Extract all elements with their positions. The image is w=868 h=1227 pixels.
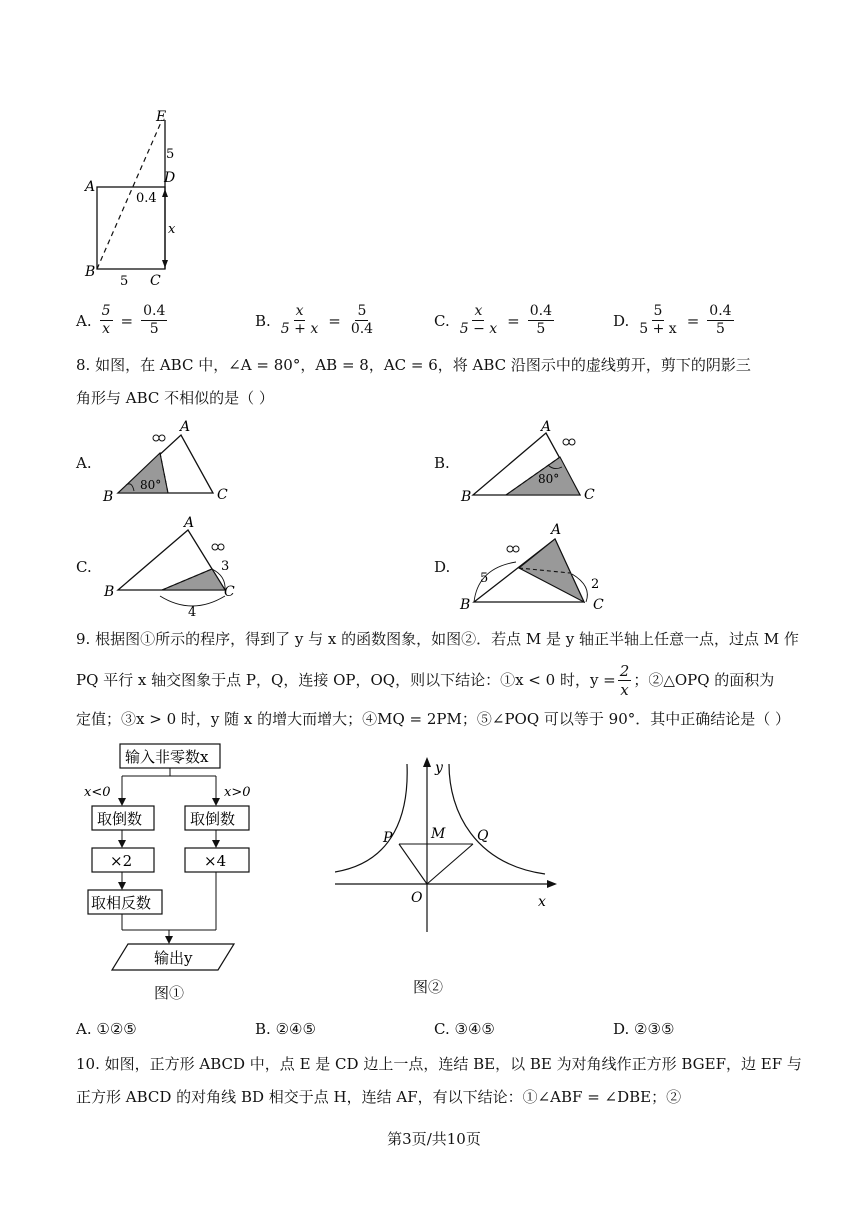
flow-right-cond: x>0 — [224, 785, 251, 800]
graph-label-M: M — [431, 826, 446, 842]
q9-graph — [335, 752, 565, 1002]
flow-right-2: ×4 — [204, 852, 227, 870]
q7-len-AD: 0.4 — [136, 191, 157, 206]
q8b-label-B: B — [461, 489, 472, 505]
q8c-label-B: B — [104, 584, 115, 600]
q7-option-d[interactable]: D. $\frac{5}{5 + x}$ = $\frac{0.4}{5}$ — [613, 303, 732, 337]
q8c-num-1: 3 — [221, 559, 230, 574]
q8a-label-A: A — [180, 419, 191, 435]
q7-len-DC: x — [168, 222, 176, 237]
q7-figure — [80, 105, 200, 290]
q8c-label-C: C — [224, 584, 235, 600]
q7-option-b[interactable]: B. $\frac{x}{5 + x}$ = $\frac{5}{0.4}$ — [255, 303, 374, 337]
q8-option-d-figure[interactable] — [456, 516, 616, 616]
q8b-label-C: C — [584, 487, 595, 503]
q8-option-a-label[interactable]: A. — [76, 454, 92, 472]
q7-label-B: B — [85, 264, 96, 280]
graph-label-Q: Q — [477, 828, 489, 844]
q8-option-b-label[interactable]: B. — [434, 454, 450, 472]
q7-option-c[interactable]: C. $\frac{x}{5 - x}$ = $\frac{0.4}{5}$ — [434, 303, 552, 337]
q9-question-line3: 定值；③x > 0 时，y 随 x 的增大而增大；④MQ = 2PM；⑤∠POQ 可以等于 90°．其中正确结论是（ ） — [76, 710, 791, 728]
q8b-label-A: A — [541, 419, 552, 435]
q9-option-b[interactable]: B. ②④⑤ — [255, 1020, 316, 1038]
page-footer: 第3页/共10页 — [387, 1130, 481, 1148]
figure2-caption: 图② — [413, 978, 444, 996]
q8-option-c-figure[interactable] — [100, 512, 250, 622]
q8b-angle: 80° — [538, 472, 560, 486]
q7-len-ED: 5 — [166, 147, 175, 162]
q8-question-line1: 8. 如图，在 ABC 中，∠A = 80°，AB = 8，AC = 6，将 ABC 沿图示中的虚线剪开，剪下的阴影三 — [76, 356, 751, 374]
q7-label-D: D — [164, 170, 176, 186]
q9-flowchart — [78, 742, 258, 1007]
flow-left-cond: x<0 — [84, 785, 111, 800]
q8d-label-A: A — [551, 522, 562, 538]
q9-option-d[interactable]: D. ②③⑤ — [613, 1020, 675, 1038]
q8d-num-2: 2 — [591, 577, 600, 592]
graph-label-y: y — [435, 760, 443, 776]
q8a-label-B: B — [103, 489, 114, 505]
q10-question-line2: 正方形 ABCD 的对角线 BD 相交于点 H，连结 AF，有以下结论：①∠ABF = ∠DBE；② — [76, 1088, 682, 1106]
q10-question-line1: 10. 如图，正方形 ABCD 中，点 E 是 CD 边上一点，连结 BE，以 BE 为对角线作正方形 BGEF，边 EF 与 — [76, 1055, 802, 1073]
q8c-label-A: A — [184, 515, 195, 531]
graph-label-P: P — [383, 830, 393, 846]
q8d-label-C: C — [593, 597, 604, 613]
flow-left-1: 取倒数 — [97, 810, 143, 828]
q7-label-A: A — [85, 179, 96, 195]
q9-question-line2: PQ 平行 x 轴交图象于点 P，Q，连接 OP，OQ，则以下结论：①x < 0 时，y = $\frac{2}{x}$ ；②△OPQ 的面积为 — [76, 661, 775, 699]
q8-option-a-figure[interactable] — [98, 415, 243, 505]
flow-output: 输出y — [154, 949, 193, 967]
flow-left-2: ×2 — [110, 852, 133, 870]
flow-left-3: 取相反数 — [91, 894, 152, 912]
q9-option-c[interactable]: C. ③④⑤ — [434, 1020, 495, 1038]
q9-option-a[interactable]: A. ①②⑤ — [76, 1020, 137, 1038]
q7-label-C: C — [150, 273, 161, 289]
q8a-angle: 80° — [140, 478, 162, 492]
q7-len-BC: 5 — [120, 274, 129, 289]
q8d-label-B: B — [460, 597, 471, 613]
flow-right-1: 取倒数 — [190, 810, 236, 828]
q8a-label-C: C — [217, 487, 228, 503]
flow-input: 输入非零数x — [125, 748, 209, 766]
graph-label-x: x — [538, 894, 546, 910]
figure1-caption: 图① — [154, 984, 185, 1002]
q8-option-d-label[interactable]: D. — [434, 558, 451, 576]
q8-option-c-label[interactable]: C. — [76, 558, 92, 576]
graph-label-O: O — [411, 890, 423, 906]
q7-label-E: E — [156, 109, 167, 125]
q8-question-line2: 角形与 ABC 不相似的是（ ） — [76, 389, 274, 407]
q8d-num-1: 5 — [480, 571, 489, 586]
q8c-num-2: 4 — [188, 605, 197, 620]
q7-option-a[interactable]: A. $\frac{5}{x}$ = $\frac{0.4}{5}$ — [76, 303, 166, 337]
q9-question-line1: 9. 根据图①所示的程序，得到了 y 与 x 的函数图象，如图②．若点 M 是 y 轴正半轴上任意一点，过点 M 作 — [76, 630, 799, 648]
q8-option-b-figure[interactable] — [458, 415, 608, 505]
